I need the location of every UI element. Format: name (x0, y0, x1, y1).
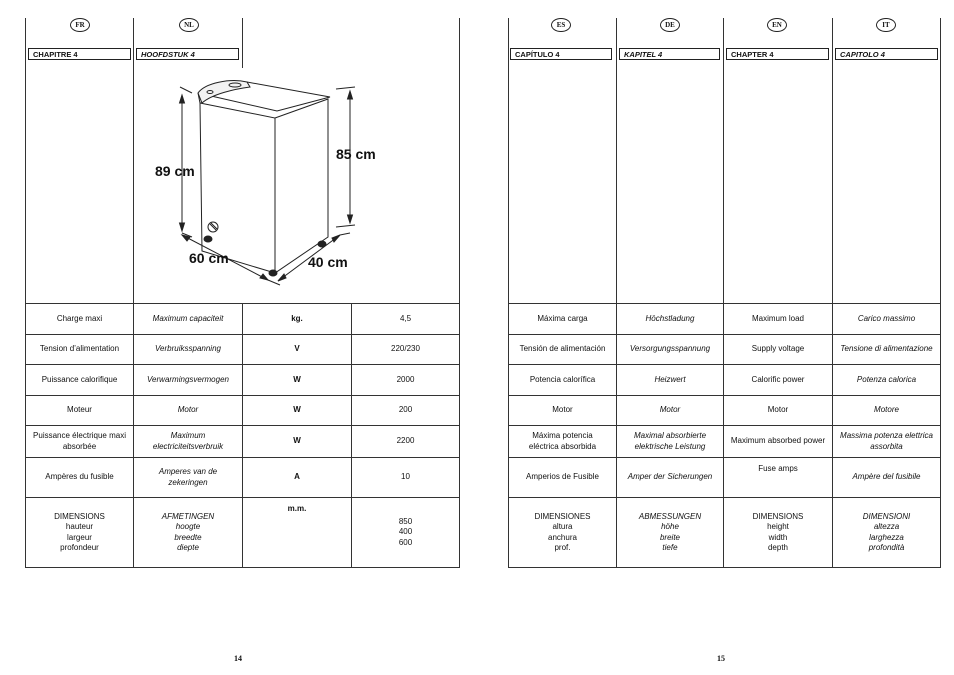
right-table-cell: Ampère del fusibile (852, 472, 921, 482)
left-table-cell: AFMETINGEN hoogte breedte diepte (161, 511, 215, 552)
dimension-height-front: 89 cm (155, 163, 195, 179)
left-table-cell: Charge maxi (56, 313, 103, 323)
right-table-cell: DIMENSIONES altura anchura prof. (534, 511, 591, 552)
page-number-left: 14 (234, 654, 242, 663)
left-table-cell: A (294, 472, 300, 482)
left-table-cell: 220/230 (391, 344, 420, 354)
left-table-cell: Puissance calorifique (41, 374, 118, 384)
left-table-cell: m.m. (287, 504, 307, 513)
left-table-cell: DIMENSIONS hauteur largeur profondeur (54, 511, 105, 552)
left-table-cell: W (293, 374, 301, 384)
lang-badge-de: DE (660, 18, 680, 32)
left-table-cell: 2000 (396, 374, 415, 384)
lang-badge-es: ES (551, 18, 571, 32)
right-table-cell: Fuse amps (758, 464, 798, 473)
left-table-cell: Ampères du fusible (45, 472, 114, 482)
lang-badge-it: IT (876, 18, 896, 32)
left-table-cell: 2200 (396, 436, 415, 446)
right-table-cell: Maximal absorbierte elektrische Leistung (633, 431, 707, 451)
left-table-cell: 10 (401, 472, 410, 482)
right-table-cell: Versorgungsspannung (629, 344, 711, 354)
left-table-cell: Verbruiksspanning (155, 344, 221, 354)
right-table-cell: Carico massimo (857, 313, 916, 323)
left-table-cell: Maximum capaciteit (152, 313, 224, 323)
left-table-cell: Amperes van de zekeringen (158, 467, 218, 487)
left-table-cell: 4,5 (399, 313, 412, 323)
chapter-label-fr: CHAPITRE 4 (28, 48, 131, 60)
left-table-cell: Puissance électrique maxi absorbée (33, 431, 126, 451)
dimension-depth: 40 cm (308, 254, 348, 270)
dimension-width: 60 cm (189, 250, 229, 266)
right-table-cell: DIMENSIONS height width depth (752, 511, 804, 552)
chapter-label-en: CHAPTER 4 (726, 48, 829, 60)
chapter-label-es: CAPÍTULO 4 (510, 48, 612, 60)
lang-badge-fr: FR (70, 18, 90, 32)
right-table-cell: Maximum absorbed power (730, 436, 826, 446)
left-table-cell: W (293, 436, 301, 446)
right-table-cell: Amper der Sicherungen (627, 472, 713, 482)
left-table-cell: 200 (398, 405, 413, 415)
washing-machine-diagram (150, 75, 390, 290)
left-table-cell: Tension d’alimentation (39, 344, 120, 354)
right-table-cell: Motor (659, 405, 681, 415)
right-table-cell: Calorific power (751, 374, 805, 384)
chapter-label-nl: HOOFDSTUK 4 (136, 48, 239, 60)
left-table-cell: Maximum electriciteitsverbruik (152, 431, 224, 451)
left-table-cell: V (294, 344, 300, 354)
dimension-height-side: 85 cm (336, 146, 376, 162)
right-table-cell: Máxima carga (537, 313, 588, 323)
left-table-cell: W (293, 405, 301, 415)
page-number-right: 15 (717, 654, 725, 663)
left-table-cell: Motor (177, 405, 199, 415)
right-table-cell: DIMENSIONI altezza larghezza profondità (862, 511, 911, 552)
right-table-cell: Potencia calorífica (529, 374, 596, 384)
right-table-cell: Supply voltage (751, 344, 805, 354)
right-table-cell: Máxima potencia eléctrica absorbida (528, 431, 597, 451)
right-table-cell: Motor (767, 405, 789, 415)
right-table-cell: ABMESSUNGEN höhe breite tiefe (638, 511, 702, 552)
right-table-cell: Motore (874, 405, 899, 415)
right-table-cell: Maximum load (751, 313, 804, 323)
right-table-cell: Motor (552, 405, 573, 415)
right-table-cell: Massima potenza elettrica assorbita (840, 431, 933, 451)
right-table-cell: Amperios de Fusible (526, 472, 599, 482)
left-table-cell: 850 400 600 (398, 516, 413, 547)
left-table-cell: Moteur (67, 405, 92, 415)
left-table-cell: kg. (291, 313, 303, 323)
right-table-cell: Heizwert (654, 374, 686, 384)
chapter-label-de: KAPITEL 4 (619, 48, 720, 60)
left-table-cell: Verwarmingsvermogen (147, 374, 229, 384)
chapter-label-it: CAPITOLO 4 (835, 48, 938, 60)
lang-badge-nl: NL (179, 18, 199, 32)
right-table-cell: Tensión de alimentación (519, 344, 606, 354)
lang-badge-en: EN (767, 18, 787, 32)
right-table-cell: Tensione di alimentazione (840, 344, 933, 354)
right-table-cell: Potenza calorica (856, 374, 917, 384)
right-table-cell: Höchstladung (645, 313, 695, 323)
